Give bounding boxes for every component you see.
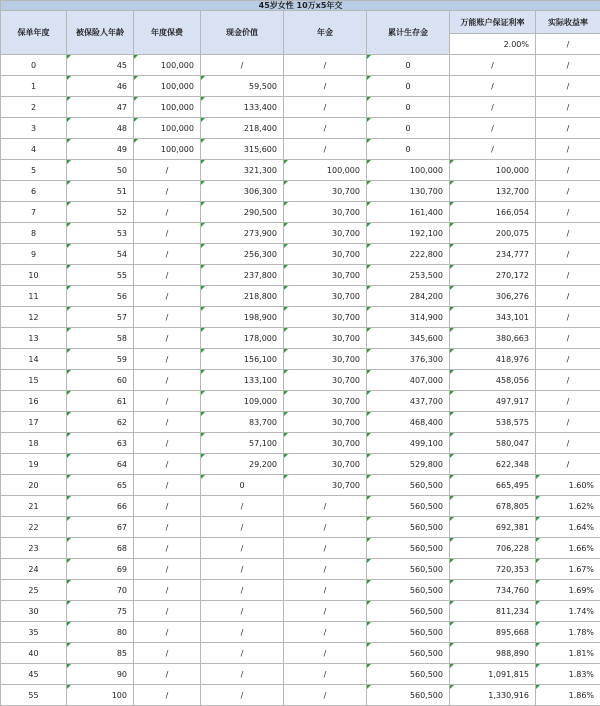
cell-policy-year[interactable]: 16 <box>1 391 67 412</box>
cell-policy-year[interactable]: 0 <box>1 55 67 76</box>
cell-insured-age[interactable]: 100 <box>67 685 134 706</box>
cell-annuity[interactable]: 30,700 <box>284 244 367 265</box>
table-row <box>1 412 600 433</box>
table-row <box>1 538 600 559</box>
cell-annual-premium[interactable]: 100,000 <box>134 97 201 118</box>
cell-cash-value[interactable]: 133,400 <box>201 97 284 118</box>
cell-cumulative-survival[interactable]: 345,600 <box>367 328 450 349</box>
cell-annual-premium[interactable]: / <box>134 202 201 223</box>
cell-annual-premium[interactable]: / <box>134 601 201 622</box>
table-row <box>1 685 600 706</box>
cell-annuity[interactable]: 30,700 <box>284 328 367 349</box>
cell-annuity[interactable]: / <box>284 517 367 538</box>
cell-actual-return[interactable]: / <box>536 412 600 433</box>
cell-annuity[interactable]: / <box>284 538 367 559</box>
cell-cumulative-survival[interactable]: 100,000 <box>367 160 450 181</box>
cell-annuity[interactable]: / <box>284 664 367 685</box>
cell-guaranteed-account[interactable]: 988,890 <box>450 643 536 664</box>
table-row <box>1 160 600 181</box>
cell-actual-return[interactable]: 1.74% <box>536 601 600 622</box>
cell-policy-year[interactable]: 20 <box>1 475 67 496</box>
table-row <box>1 391 600 412</box>
cell-guaranteed-account[interactable]: / <box>450 55 536 76</box>
cell-annuity[interactable]: 30,700 <box>284 475 367 496</box>
table-row <box>1 223 600 244</box>
cell-insured-age[interactable]: 49 <box>67 139 134 160</box>
cell-cash-value[interactable]: 315,600 <box>201 139 284 160</box>
cell-actual-return[interactable]: / <box>536 286 600 307</box>
cell-guaranteed-account[interactable]: 306,276 <box>450 286 536 307</box>
cell-policy-year[interactable]: 6 <box>1 181 67 202</box>
header-cash-value[interactable]: 现金价值 <box>201 11 284 55</box>
cell-policy-year[interactable]: 12 <box>1 307 67 328</box>
cell-cumulative-survival[interactable]: 0 <box>367 139 450 160</box>
cell-insured-age[interactable]: 67 <box>67 517 134 538</box>
header-annuity[interactable]: 年金 <box>284 11 367 55</box>
cell-actual-return[interactable]: / <box>536 118 600 139</box>
cell-annual-premium[interactable]: 100,000 <box>134 139 201 160</box>
cell-actual-return[interactable]: / <box>536 328 600 349</box>
cell-guaranteed-account[interactable]: 1,091,815 <box>450 664 536 685</box>
cell-actual-return[interactable]: / <box>536 202 600 223</box>
cell-insured-age[interactable]: 50 <box>67 160 134 181</box>
cell-insured-age[interactable]: 60 <box>67 370 134 391</box>
cell-insured-age[interactable]: 58 <box>67 328 134 349</box>
cell-guaranteed-account[interactable]: 678,805 <box>450 496 536 517</box>
table-row <box>1 328 600 349</box>
cell-policy-year[interactable]: 14 <box>1 349 67 370</box>
cell-actual-return[interactable]: / <box>536 454 600 475</box>
cell-policy-year[interactable]: 25 <box>1 580 67 601</box>
cell-insured-age[interactable]: 53 <box>67 223 134 244</box>
table-row <box>1 265 600 286</box>
table-row <box>1 433 600 454</box>
cell-cash-value[interactable]: / <box>201 559 284 580</box>
cell-annual-premium[interactable]: / <box>134 559 201 580</box>
cell-insured-age[interactable]: 68 <box>67 538 134 559</box>
cell-annual-premium[interactable]: / <box>134 454 201 475</box>
cell-insured-age[interactable]: 57 <box>67 307 134 328</box>
cell-policy-year[interactable]: 21 <box>1 496 67 517</box>
cell-cash-value[interactable]: 178,000 <box>201 328 284 349</box>
cell-guaranteed-account[interactable]: / <box>450 118 536 139</box>
guaranteed-rate-value[interactable]: 2.00% <box>450 34 536 55</box>
cell-annual-premium[interactable]: / <box>134 622 201 643</box>
cell-annual-premium[interactable]: / <box>134 370 201 391</box>
cell-annual-premium[interactable]: / <box>134 643 201 664</box>
cell-cumulative-survival[interactable]: 314,900 <box>367 307 450 328</box>
cell-insured-age[interactable]: 80 <box>67 622 134 643</box>
header-insured-age[interactable]: 被保险人年龄 <box>67 11 134 55</box>
table-row <box>1 496 600 517</box>
cell-annual-premium[interactable]: / <box>134 223 201 244</box>
cell-guaranteed-account[interactable]: 132,700 <box>450 181 536 202</box>
cell-annuity[interactable]: / <box>284 118 367 139</box>
table-row <box>1 475 600 496</box>
cell-insured-age[interactable]: 55 <box>67 265 134 286</box>
cell-cash-value[interactable]: 29,200 <box>201 454 284 475</box>
cell-insured-age[interactable]: 54 <box>67 244 134 265</box>
cell-annuity[interactable]: 30,700 <box>284 370 367 391</box>
cell-actual-return[interactable]: 1.86% <box>536 685 600 706</box>
cell-actual-return[interactable]: / <box>536 76 600 97</box>
cell-guaranteed-account[interactable]: 380,663 <box>450 328 536 349</box>
cell-annuity[interactable]: 100,000 <box>284 160 367 181</box>
cell-guaranteed-account[interactable]: 622,348 <box>450 454 536 475</box>
cell-guaranteed-account[interactable]: 497,917 <box>450 391 536 412</box>
cell-policy-year[interactable]: 22 <box>1 517 67 538</box>
cell-actual-return[interactable]: / <box>536 244 600 265</box>
table-row <box>1 454 600 475</box>
cell-annual-premium[interactable]: / <box>134 328 201 349</box>
cell-policy-year[interactable]: 17 <box>1 412 67 433</box>
cell-cash-value[interactable]: 57,100 <box>201 433 284 454</box>
cell-policy-year[interactable]: 7 <box>1 202 67 223</box>
cell-cumulative-survival[interactable]: 192,100 <box>367 223 450 244</box>
cell-annual-premium[interactable]: / <box>134 286 201 307</box>
cell-annuity[interactable]: / <box>284 97 367 118</box>
cell-annuity[interactable]: 30,700 <box>284 307 367 328</box>
cell-insured-age[interactable]: 45 <box>67 55 134 76</box>
cell-annuity[interactable]: 30,700 <box>284 223 367 244</box>
cell-policy-year[interactable]: 40 <box>1 643 67 664</box>
header-guaranteed-rate[interactable]: 万能账户保证利率 <box>450 11 536 34</box>
cell-annuity[interactable]: / <box>284 580 367 601</box>
cell-annual-premium[interactable]: / <box>134 475 201 496</box>
cell-annuity[interactable]: 30,700 <box>284 265 367 286</box>
cell-cumulative-survival[interactable]: 222,800 <box>367 244 450 265</box>
cell-cumulative-survival[interactable]: 560,500 <box>367 475 450 496</box>
cell-annual-premium[interactable]: 100,000 <box>134 55 201 76</box>
cell-guaranteed-account[interactable]: 734,760 <box>450 580 536 601</box>
cell-annual-premium[interactable]: / <box>134 181 201 202</box>
cell-annual-premium[interactable]: / <box>134 517 201 538</box>
cell-annual-premium[interactable]: / <box>134 538 201 559</box>
cell-cash-value[interactable]: 156,100 <box>201 349 284 370</box>
cell-cash-value[interactable]: 306,300 <box>201 181 284 202</box>
table-row <box>1 349 600 370</box>
cell-policy-year[interactable]: 13 <box>1 328 67 349</box>
cell-guaranteed-account[interactable]: 706,228 <box>450 538 536 559</box>
cell-cumulative-survival[interactable]: 560,500 <box>367 622 450 643</box>
cell-actual-return[interactable]: 1.62% <box>536 496 600 517</box>
cell-cash-value[interactable]: 198,900 <box>201 307 284 328</box>
cell-actual-return[interactable]: / <box>536 181 600 202</box>
cell-annual-premium[interactable]: / <box>134 244 201 265</box>
cell-insured-age[interactable]: 69 <box>67 559 134 580</box>
cell-policy-year[interactable]: 35 <box>1 622 67 643</box>
cell-insured-age[interactable]: 61 <box>67 391 134 412</box>
cell-cumulative-survival[interactable]: 560,500 <box>367 580 450 601</box>
cell-annuity[interactable]: / <box>284 601 367 622</box>
cell-guaranteed-account[interactable]: 811,234 <box>450 601 536 622</box>
table-row <box>1 517 600 538</box>
cell-annual-premium[interactable]: / <box>134 349 201 370</box>
cell-policy-year[interactable]: 10 <box>1 265 67 286</box>
cell-guaranteed-account[interactable]: / <box>450 139 536 160</box>
cell-policy-year[interactable]: 5 <box>1 160 67 181</box>
table-row <box>1 76 600 97</box>
cell-annual-premium[interactable]: / <box>134 265 201 286</box>
cell-cash-value[interactable]: / <box>201 517 284 538</box>
cell-cumulative-survival[interactable]: 560,500 <box>367 685 450 706</box>
cell-annual-premium[interactable]: / <box>134 307 201 328</box>
cell-annuity[interactable]: 30,700 <box>284 433 367 454</box>
table-row <box>1 580 600 601</box>
cell-actual-return[interactable]: 1.78% <box>536 622 600 643</box>
header-actual-return[interactable]: 实际收益率 <box>536 11 600 34</box>
cell-annuity[interactable]: / <box>284 643 367 664</box>
cell-cash-value[interactable]: 0 <box>201 475 284 496</box>
cell-actual-return[interactable]: / <box>536 139 600 160</box>
table-row <box>1 643 600 664</box>
cell-guaranteed-account[interactable]: 458,056 <box>450 370 536 391</box>
cell-cash-value[interactable]: 256,300 <box>201 244 284 265</box>
cell-policy-year[interactable]: 3 <box>1 118 67 139</box>
cell-policy-year[interactable]: 11 <box>1 286 67 307</box>
actual-return-value[interactable]: / <box>536 34 600 55</box>
cell-guaranteed-account[interactable]: 270,172 <box>450 265 536 286</box>
cell-cumulative-survival[interactable]: 529,800 <box>367 454 450 475</box>
cell-annuity[interactable]: 30,700 <box>284 181 367 202</box>
cell-cumulative-survival[interactable]: 0 <box>367 55 450 76</box>
cell-policy-year[interactable]: 15 <box>1 370 67 391</box>
cell-annuity[interactable]: 30,700 <box>284 412 367 433</box>
cell-insured-age[interactable]: 56 <box>67 286 134 307</box>
cell-insured-age[interactable]: 65 <box>67 475 134 496</box>
cell-cumulative-survival[interactable]: 0 <box>367 76 450 97</box>
cell-policy-year[interactable]: 4 <box>1 139 67 160</box>
cell-annuity[interactable]: 30,700 <box>284 286 367 307</box>
cell-actual-return[interactable]: / <box>536 223 600 244</box>
cell-guaranteed-account[interactable]: / <box>450 76 536 97</box>
cell-policy-year[interactable]: 23 <box>1 538 67 559</box>
cell-actual-return[interactable]: / <box>536 349 600 370</box>
cell-actual-return[interactable]: / <box>536 391 600 412</box>
cell-annuity[interactable]: / <box>284 55 367 76</box>
cell-annuity[interactable]: / <box>284 622 367 643</box>
table-row <box>1 139 600 160</box>
cell-cumulative-survival[interactable]: 560,500 <box>367 517 450 538</box>
cell-insured-age[interactable]: 63 <box>67 433 134 454</box>
table-row <box>1 622 600 643</box>
cell-annual-premium[interactable]: / <box>134 433 201 454</box>
table-title: 45岁女性 10万x5年交 <box>1 1 600 11</box>
table-row <box>1 307 600 328</box>
cell-guaranteed-account[interactable]: 1,330,916 <box>450 685 536 706</box>
cell-guaranteed-account[interactable]: 166,054 <box>450 202 536 223</box>
table-row <box>1 181 600 202</box>
cell-annual-premium[interactable]: / <box>134 580 201 601</box>
cell-cash-value[interactable]: / <box>201 664 284 685</box>
table-row <box>1 244 600 265</box>
cell-actual-return[interactable]: 1.69% <box>536 580 600 601</box>
cell-guaranteed-account[interactable]: / <box>450 97 536 118</box>
cell-annual-premium[interactable]: / <box>134 685 201 706</box>
table-row <box>1 370 600 391</box>
cell-guaranteed-account[interactable]: 692,381 <box>450 517 536 538</box>
cell-insured-age[interactable]: 70 <box>67 580 134 601</box>
cell-cash-value[interactable]: 237,800 <box>201 265 284 286</box>
cell-annuity[interactable]: / <box>284 139 367 160</box>
cell-annuity[interactable]: / <box>284 685 367 706</box>
cell-annual-premium[interactable]: / <box>134 391 201 412</box>
cell-actual-return[interactable]: / <box>536 307 600 328</box>
cell-cumulative-survival[interactable]: 161,400 <box>367 202 450 223</box>
table-row <box>1 97 600 118</box>
cell-actual-return[interactable]: 1.67% <box>536 559 600 580</box>
cell-cumulative-survival[interactable]: 560,500 <box>367 664 450 685</box>
cell-cumulative-survival[interactable]: 0 <box>367 118 450 139</box>
cell-annuity[interactable]: 30,700 <box>284 391 367 412</box>
table-row <box>1 55 600 76</box>
cell-policy-year[interactable]: 19 <box>1 454 67 475</box>
cell-annual-premium[interactable]: / <box>134 412 201 433</box>
cell-insured-age[interactable]: 90 <box>67 664 134 685</box>
cell-annuity[interactable]: / <box>284 496 367 517</box>
cell-annual-premium[interactable]: / <box>134 160 201 181</box>
cell-cash-value[interactable]: 290,500 <box>201 202 284 223</box>
cell-cumulative-survival[interactable]: 284,200 <box>367 286 450 307</box>
cell-cash-value[interactable]: / <box>201 601 284 622</box>
cell-cash-value[interactable]: 218,400 <box>201 118 284 139</box>
cell-cumulative-survival[interactable]: 560,500 <box>367 496 450 517</box>
cell-policy-year[interactable]: 55 <box>1 685 67 706</box>
cell-cash-value[interactable]: / <box>201 622 284 643</box>
cell-cash-value[interactable]: / <box>201 643 284 664</box>
cell-guaranteed-account[interactable]: 100,000 <box>450 160 536 181</box>
cell-annual-premium[interactable]: / <box>134 664 201 685</box>
cell-policy-year[interactable]: 30 <box>1 601 67 622</box>
cell-cash-value[interactable]: 218,800 <box>201 286 284 307</box>
cell-annuity[interactable]: 30,700 <box>284 454 367 475</box>
cell-insured-age[interactable]: 48 <box>67 118 134 139</box>
cell-insured-age[interactable]: 47 <box>67 97 134 118</box>
cell-policy-year[interactable]: 18 <box>1 433 67 454</box>
cell-guaranteed-account[interactable]: 418,976 <box>450 349 536 370</box>
cell-insured-age[interactable]: 64 <box>67 454 134 475</box>
cell-cash-value[interactable]: 321,300 <box>201 160 284 181</box>
table-row <box>1 286 600 307</box>
cell-guaranteed-account[interactable]: 720,353 <box>450 559 536 580</box>
cell-insured-age[interactable]: 85 <box>67 643 134 664</box>
cell-annuity[interactable]: / <box>284 559 367 580</box>
cell-guaranteed-account[interactable]: 200,075 <box>450 223 536 244</box>
cell-cumulative-survival[interactable]: 560,500 <box>367 538 450 559</box>
header-policy-year[interactable]: 保单年度 <box>1 11 67 55</box>
header-cumulative-survival[interactable]: 累计生存金 <box>367 11 450 55</box>
cell-actual-return[interactable]: / <box>536 97 600 118</box>
cell-cash-value[interactable]: 59,500 <box>201 76 284 97</box>
cell-actual-return[interactable]: 1.64% <box>536 517 600 538</box>
cell-annuity[interactable]: / <box>284 76 367 97</box>
cell-cash-value[interactable]: 133,100 <box>201 370 284 391</box>
cell-actual-return[interactable]: / <box>536 55 600 76</box>
cell-actual-return[interactable]: 1.83% <box>536 664 600 685</box>
cell-annual-premium[interactable]: 100,000 <box>134 118 201 139</box>
cell-actual-return[interactable]: 1.81% <box>536 643 600 664</box>
cell-policy-year[interactable]: 8 <box>1 223 67 244</box>
cell-policy-year[interactable]: 2 <box>1 97 67 118</box>
table-row <box>1 664 600 685</box>
cell-cash-value[interactable]: / <box>201 685 284 706</box>
cell-annual-premium[interactable]: / <box>134 496 201 517</box>
table-row <box>1 559 600 580</box>
cell-cash-value[interactable]: / <box>201 55 284 76</box>
cell-cumulative-survival[interactable]: 499,100 <box>367 433 450 454</box>
header-annual-premium[interactable]: 年度保费 <box>134 11 201 55</box>
cell-cumulative-survival[interactable]: 253,500 <box>367 265 450 286</box>
cell-guaranteed-account[interactable]: 895,668 <box>450 622 536 643</box>
cell-actual-return[interactable]: 1.60% <box>536 475 600 496</box>
cell-annual-premium[interactable]: 100,000 <box>134 76 201 97</box>
cell-annuity[interactable]: 30,700 <box>284 349 367 370</box>
cell-insured-age[interactable]: 75 <box>67 601 134 622</box>
cell-annuity[interactable]: 30,700 <box>284 202 367 223</box>
cell-cash-value[interactable]: 109,000 <box>201 391 284 412</box>
cell-actual-return[interactable]: 1.66% <box>536 538 600 559</box>
cell-cumulative-survival[interactable]: 407,000 <box>367 370 450 391</box>
cell-policy-year[interactable]: 24 <box>1 559 67 580</box>
cell-guaranteed-account[interactable]: 234,777 <box>450 244 536 265</box>
cell-cumulative-survival[interactable]: 0 <box>367 97 450 118</box>
cell-cumulative-survival[interactable]: 560,500 <box>367 643 450 664</box>
cell-cash-value[interactable]: / <box>201 538 284 559</box>
cell-insured-age[interactable]: 66 <box>67 496 134 517</box>
cell-actual-return[interactable]: / <box>536 160 600 181</box>
cell-guaranteed-account[interactable]: 538,575 <box>450 412 536 433</box>
table-row <box>1 601 600 622</box>
cell-cumulative-survival[interactable]: 560,500 <box>367 559 450 580</box>
cell-insured-age[interactable]: 62 <box>67 412 134 433</box>
cell-cash-value[interactable]: / <box>201 496 284 517</box>
cell-actual-return[interactable]: / <box>536 370 600 391</box>
cell-policy-year[interactable]: 45 <box>1 664 67 685</box>
cell-cumulative-survival[interactable]: 376,300 <box>367 349 450 370</box>
cell-cumulative-survival[interactable]: 468,400 <box>367 412 450 433</box>
cell-insured-age[interactable]: 46 <box>67 76 134 97</box>
cell-actual-return[interactable]: / <box>536 433 600 454</box>
cell-policy-year[interactable]: 9 <box>1 244 67 265</box>
cell-cumulative-survival[interactable]: 560,500 <box>367 601 450 622</box>
cell-cumulative-survival[interactable]: 130,700 <box>367 181 450 202</box>
cell-cash-value[interactable]: 83,700 <box>201 412 284 433</box>
cell-actual-return[interactable]: / <box>536 265 600 286</box>
header-row <box>1 11 600 34</box>
cell-insured-age[interactable]: 59 <box>67 349 134 370</box>
cell-insured-age[interactable]: 51 <box>67 181 134 202</box>
cell-guaranteed-account[interactable]: 665,495 <box>450 475 536 496</box>
cell-policy-year[interactable]: 1 <box>1 76 67 97</box>
table-body <box>1 55 600 706</box>
cell-guaranteed-account[interactable]: 343,101 <box>450 307 536 328</box>
cell-cash-value[interactable]: / <box>201 580 284 601</box>
table-row <box>1 202 600 223</box>
cell-cash-value[interactable]: 273,900 <box>201 223 284 244</box>
cell-guaranteed-account[interactable]: 580,047 <box>450 433 536 454</box>
cell-cumulative-survival[interactable]: 437,700 <box>367 391 450 412</box>
cell-insured-age[interactable]: 52 <box>67 202 134 223</box>
table-row <box>1 118 600 139</box>
